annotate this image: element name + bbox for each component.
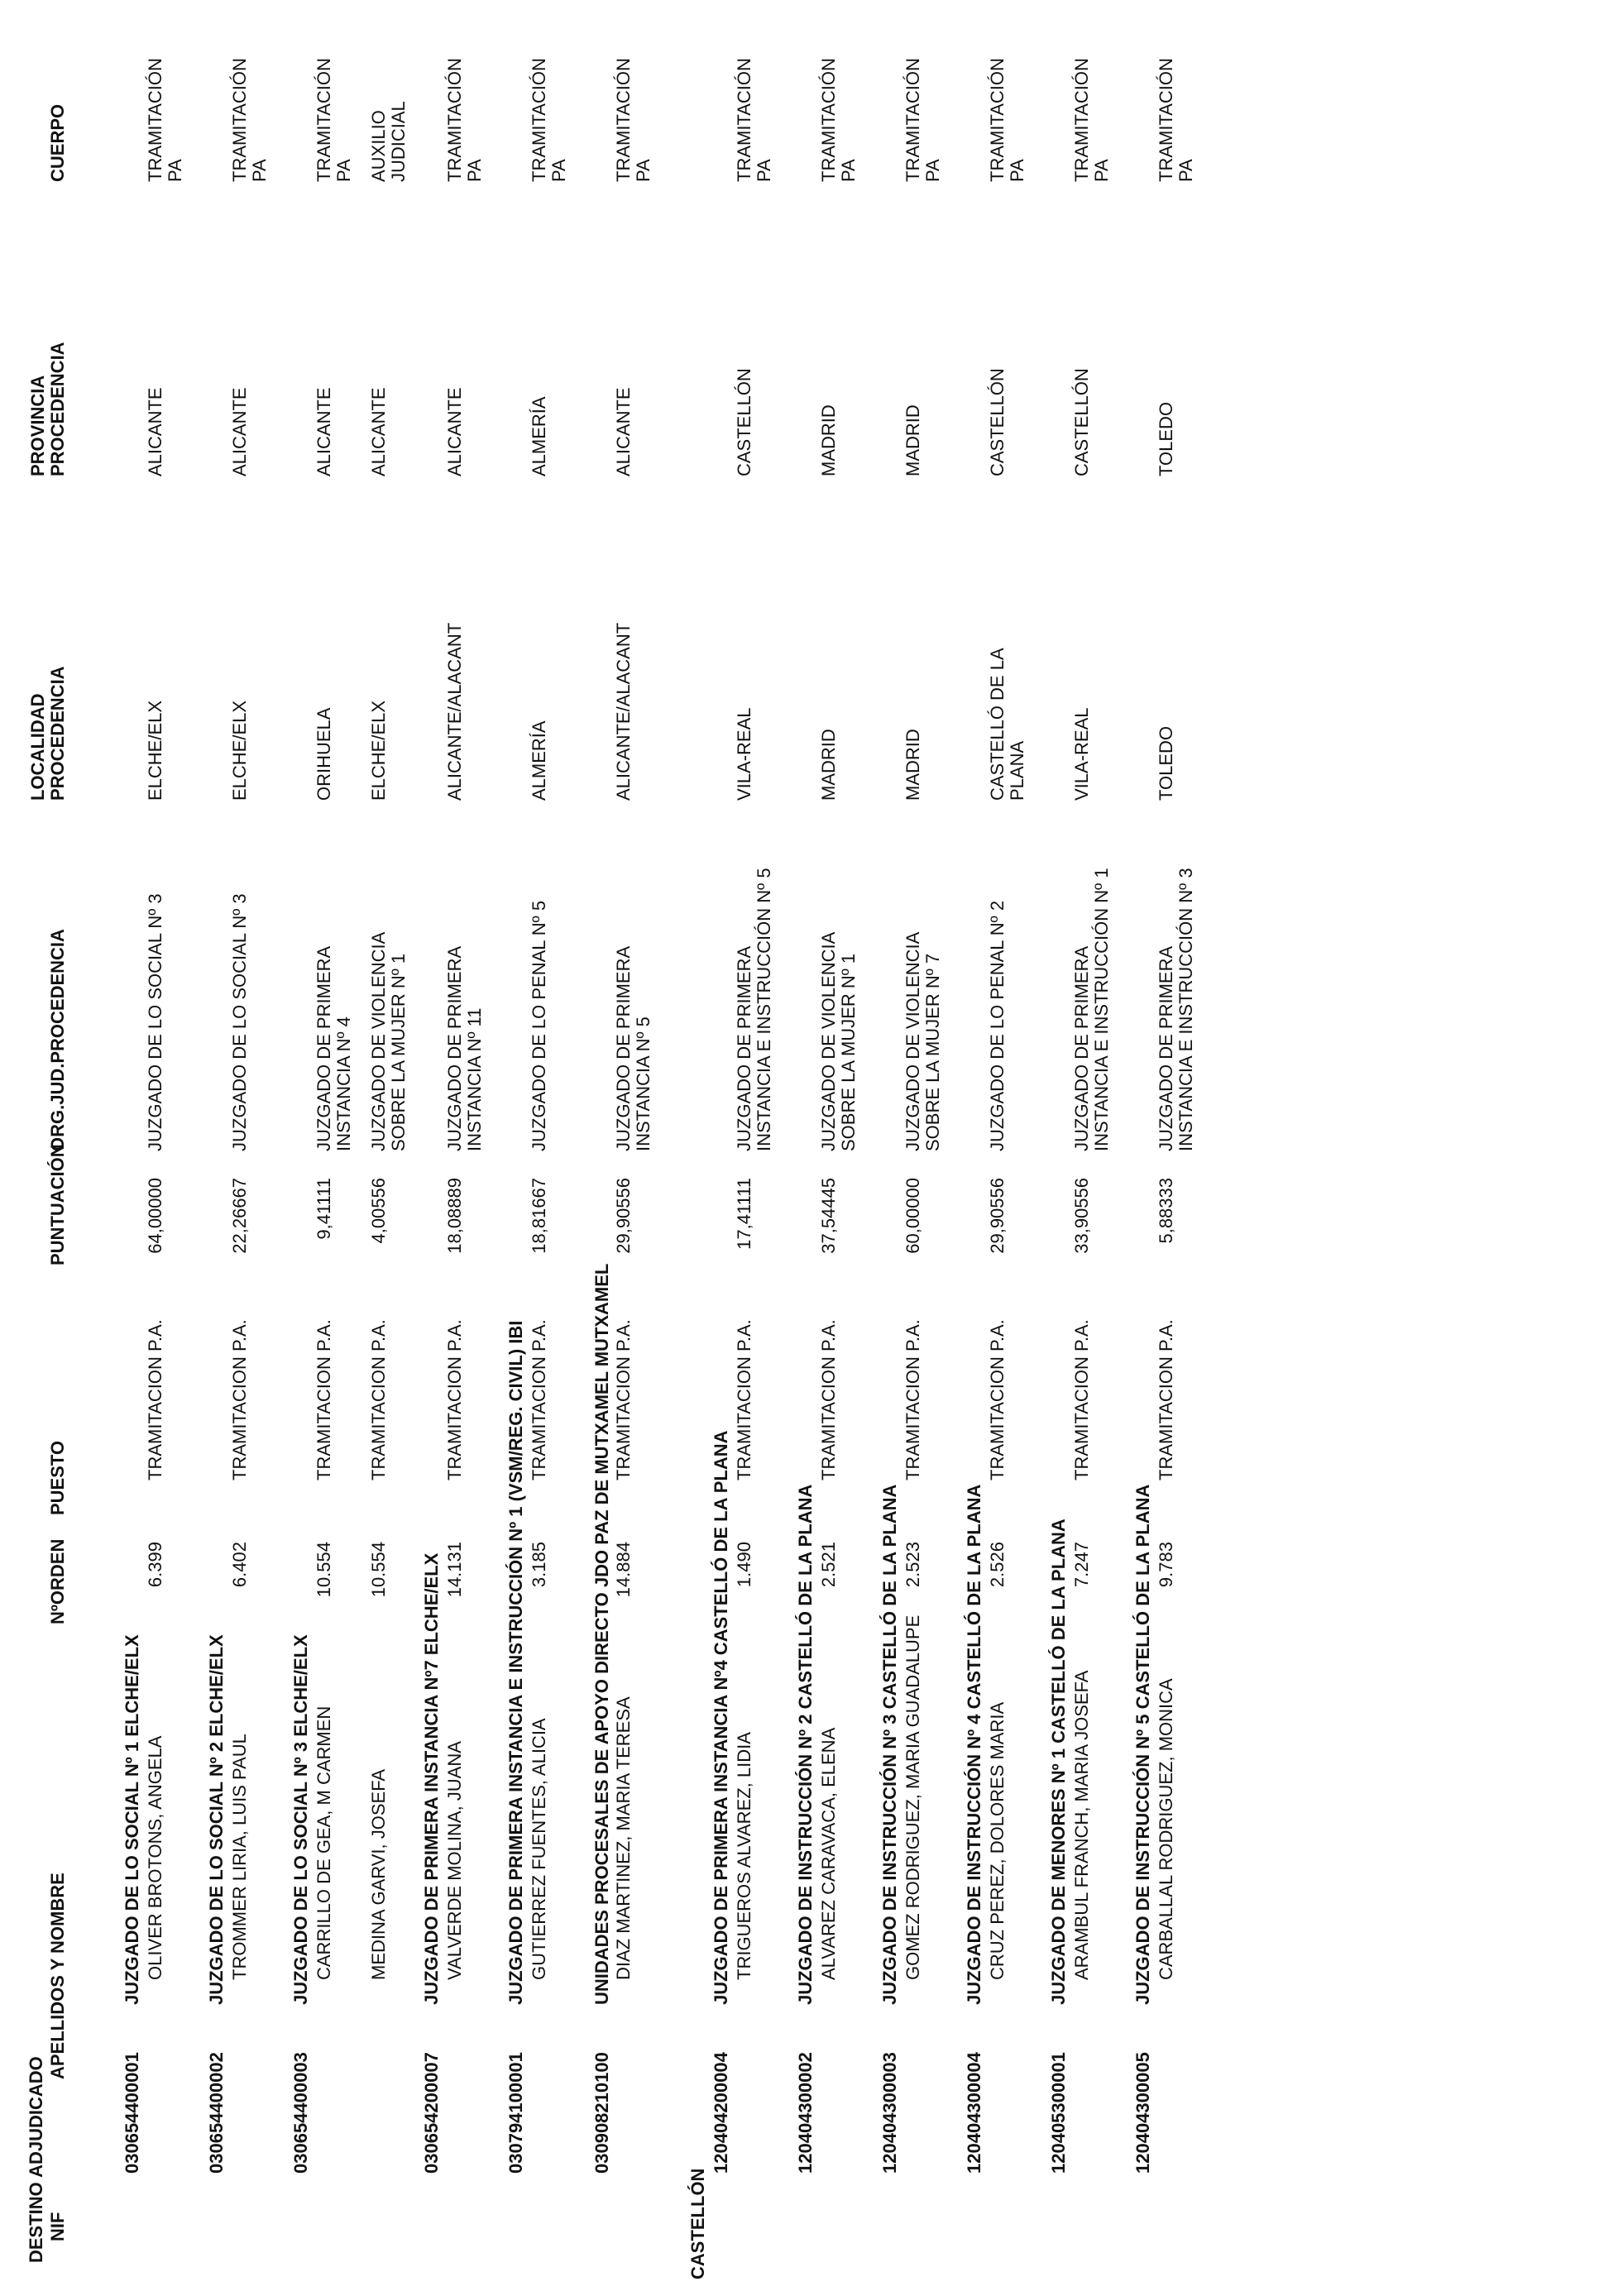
column-header-nif: NIF xyxy=(47,2212,68,2241)
cuerpo-line: TRAMITACIÓN xyxy=(314,58,334,182)
group-nif: 120404300003 xyxy=(879,2052,900,2174)
group-title: JUZGADO DE LO SOCIAL Nº 3 ELCHE/ELX xyxy=(290,1634,311,2005)
puntuacion-value: 37,54445 xyxy=(818,1178,839,1254)
provincia-value: ALICANTE xyxy=(229,387,250,476)
group-title: JUZGADO DE INSTRUCCIÓN Nº 4 CASTELLÓ DE LA PLANA xyxy=(964,1484,984,2005)
applicant-name: CARBALLAL RODRIGUEZ, MONICA xyxy=(1156,1678,1176,1980)
group-nif: 030794100001 xyxy=(505,2052,526,2174)
orden-value: 14.884 xyxy=(613,1542,634,1598)
orden-value: 2.526 xyxy=(987,1542,1008,1588)
localidad-line: MADRID xyxy=(902,729,923,801)
localidad-line: PLANA xyxy=(1007,740,1027,801)
puesto-value: TRAMITACION P.A. xyxy=(902,1319,923,1480)
puesto-value: TRAMITACION P.A. xyxy=(229,1319,250,1480)
destino-adjudicado-heading: DESTINO ADJUDICADO xyxy=(26,2056,46,2263)
province-heading: CASTELLÓN xyxy=(687,2168,708,2279)
provincia-value: TOLEDO xyxy=(1156,401,1176,476)
group-nif: 120404300005 xyxy=(1132,2052,1153,2174)
cuerpo-line: JUDICIAL xyxy=(388,101,409,182)
orden-value: 10.554 xyxy=(314,1542,334,1598)
puesto-value: TRAMITACION P.A. xyxy=(987,1319,1008,1480)
puntuacion-value: 9,41111 xyxy=(314,1178,334,1240)
orden-value: 6.399 xyxy=(145,1542,165,1588)
puesto-value: TRAMITACION P.A. xyxy=(1071,1319,1092,1480)
column-header-cuerpo: CUERPO xyxy=(47,103,68,182)
cuerpo-line: TRAMITACIÓN xyxy=(818,58,839,182)
org-procedencia-line: INSTANCIA E INSTRUCCIÓN Nº 5 xyxy=(754,868,774,1151)
cuerpo-line: TRAMITACIÓN xyxy=(1071,58,1092,182)
org-procedencia-line: JUZGADO DE PRIMERA xyxy=(1071,945,1092,1151)
orden-value: 14.131 xyxy=(444,1542,465,1598)
puesto-value: TRAMITACION P.A. xyxy=(818,1319,839,1480)
provincia-value: ALICANTE xyxy=(368,387,389,476)
cuerpo-line: PA xyxy=(548,159,569,182)
provincia-value: CASTELLÓN xyxy=(987,368,1008,476)
applicant-name: TRIGUEROS ALVAREZ, LIDIA xyxy=(734,1732,754,1980)
applicant-name: CRUZ PEREZ, DOLORES MARIA xyxy=(987,1701,1008,1980)
orden-value: 2.523 xyxy=(902,1542,923,1588)
provincia-value: ALICANTE xyxy=(145,387,165,476)
cuerpo-line: PA xyxy=(249,159,270,182)
puesto-value: TRAMITACION P.A. xyxy=(145,1319,165,1480)
provincia-value: CASTELLÓN xyxy=(1071,368,1092,476)
org-procedencia-line: JUZGADO DE VIOLENCIA xyxy=(902,931,923,1151)
group-title: JUZGADO DE MENORES Nº 1 CASTELLÓ DE LA PLANA xyxy=(1048,1519,1069,2005)
provincia-value: ALICANTE xyxy=(444,387,465,476)
column-header-apellidos: APELLIDOS Y NOMBRE xyxy=(47,1873,68,2079)
group-title: JUZGADO DE PRIMERA INSTANCIA E INSTRUCCIÓN Nº 1 (VSM/REG. CIVIL) IBI xyxy=(505,1320,526,2005)
cuerpo-line: PA xyxy=(922,159,943,182)
org-procedencia-line: JUZGADO DE PRIMERA xyxy=(613,945,634,1151)
applicant-name: TROMMER LIRIA, LUIS PAUL xyxy=(229,1734,250,1980)
org-procedencia-line: SOBRE LA MUJER Nº 1 xyxy=(838,953,859,1151)
orden-value: 2.521 xyxy=(818,1542,839,1588)
group-title: JUZGADO DE PRIMERA INSTANCIA Nº4 CASTELLÓ DE LA PLANA xyxy=(711,1430,731,2005)
group-nif: 120404300004 xyxy=(964,2052,984,2174)
group-title: JUZGADO DE LO SOCIAL Nº 1 ELCHE/ELX xyxy=(122,1634,142,2005)
applicant-name: GOMEZ RODRIGUEZ, MARIA GUADALUPE xyxy=(902,1614,923,1980)
cuerpo-line: PA xyxy=(1175,159,1196,182)
org-procedencia-line: INSTANCIA Nº 4 xyxy=(333,1016,354,1151)
cuerpo-line: PA xyxy=(464,159,485,182)
orden-value: 10.554 xyxy=(368,1542,389,1598)
group-title: JUZGADO DE INSTRUCCIÓN Nº 5 CASTELLÓ DE LA PLANA xyxy=(1132,1484,1153,2005)
org-procedencia-line: JUZGADO DE PRIMERA xyxy=(314,945,334,1151)
org-procedencia-line: JUZGADO DE VIOLENCIA xyxy=(818,931,839,1151)
localidad-line: ELCHE/ELX xyxy=(145,700,165,801)
group-nif: 120404200004 xyxy=(711,2052,731,2174)
puntuacion-value: 29,90556 xyxy=(613,1178,634,1254)
group-title: JUZGADO DE INSTRUCCIÓN Nº 3 CASTELLÓ DE LA PLANA xyxy=(879,1484,900,2005)
group-title: JUZGADO DE PRIMERA INSTANCIA Nº7 ELCHE/ELX xyxy=(421,1552,442,2005)
org-procedencia-line: INSTANCIA E INSTRUCCIÓN Nº 3 xyxy=(1175,868,1196,1151)
puesto-value: TRAMITACION P.A. xyxy=(368,1319,389,1480)
localidad-line: VILA-REAL xyxy=(734,707,754,801)
org-procedencia-line: INSTANCIA Nº 11 xyxy=(464,1007,485,1151)
orden-value: 6.402 xyxy=(229,1542,250,1588)
column-header-puesto: PUESTO xyxy=(47,1440,68,1515)
localidad-line: TOLEDO xyxy=(1156,725,1176,801)
applicant-name: GUTIERREZ FUENTES, ALICIA xyxy=(529,1718,549,1980)
puesto-value: TRAMITACION P.A. xyxy=(1156,1319,1176,1480)
cuerpo-line: PA xyxy=(333,159,354,182)
cuerpo-line: TRAMITACIÓN xyxy=(613,58,634,182)
org-procedencia-line: JUZGADO DE PRIMERA xyxy=(734,945,754,1151)
orden-value: 9.783 xyxy=(1156,1542,1176,1588)
puesto-value: TRAMITACION P.A. xyxy=(314,1319,334,1480)
org-procedencia-line: INSTANCIA Nº 5 xyxy=(633,1016,654,1151)
localidad-line: ELCHE/ELX xyxy=(368,700,389,801)
org-procedencia-line: JUZGADO DE PRIMERA xyxy=(444,945,465,1151)
cuerpo-line: TRAMITACIÓN xyxy=(734,58,754,182)
orden-value: 1.490 xyxy=(734,1542,754,1588)
puesto-value: TRAMITACION P.A. xyxy=(613,1319,634,1480)
column-header-localidad-2: PROCEDENCIA xyxy=(47,666,68,801)
applicant-name: CARRILLO DE GEA, M CARMEN xyxy=(314,1705,334,1980)
org-procedencia-line: JUZGADO DE PRIMERA xyxy=(1156,945,1176,1151)
applicant-name: ARAMBUL FRANCH, MARIA JOSEFA xyxy=(1071,1670,1092,1980)
org-procedencia-line: JUZGADO DE LO PENAL Nº 5 xyxy=(529,900,549,1151)
applicant-name: OLIVER BROTONS, ANGELA xyxy=(145,1735,165,1980)
group-title: UNIDADES PROCESALES DE APOYO DIRECTO JDO PAZ DE MUTXAMEL MUTXAMEL xyxy=(591,1263,612,2005)
puntuacion-value: 18,81667 xyxy=(529,1178,549,1254)
cuerpo-line: PA xyxy=(838,159,859,182)
localidad-line: VILA-REAL xyxy=(1071,707,1092,801)
localidad-line: ALICANTE/ALACANT xyxy=(613,622,634,801)
org-procedencia-line: SOBRE LA MUJER Nº 7 xyxy=(922,953,943,1151)
org-procedencia-line: JUZGADO DE LO SOCIAL Nº 3 xyxy=(145,893,165,1151)
localidad-line: CASTELLÓ DE LA xyxy=(987,648,1008,801)
group-nif: 120404300002 xyxy=(795,2052,816,2174)
group-nif: 030908210100 xyxy=(591,2052,612,2174)
provincia-value: CASTELLÓN xyxy=(734,368,754,476)
puntuacion-value: 33,90556 xyxy=(1071,1178,1092,1254)
localidad-line: ORIHUELA xyxy=(314,707,334,801)
applicant-name: MEDINA GARVI, JOSEFA xyxy=(368,1768,389,1980)
org-procedencia-line: SOBRE LA MUJER Nº 1 xyxy=(388,953,409,1151)
puesto-value: TRAMITACION P.A. xyxy=(529,1319,549,1480)
provincia-value: ALICANTE xyxy=(314,387,334,476)
applicant-name: ALVAREZ CARAVACA, ELENA xyxy=(818,1727,839,1980)
orden-value: 3.185 xyxy=(529,1542,549,1588)
cuerpo-line: TRAMITACIÓN xyxy=(902,58,923,182)
cuerpo-line: AUXILIO xyxy=(368,110,389,182)
applicant-name: DIAZ MARTINEZ, MARIA TERESA xyxy=(613,1696,634,1980)
puntuacion-value: 18,08889 xyxy=(444,1178,465,1254)
cuerpo-line: PA xyxy=(1007,159,1027,182)
cuerpo-line: PA xyxy=(754,159,774,182)
column-header-puntuacion: PUNTUACIÓN xyxy=(47,1144,68,1265)
puntuacion-value: 17,41111 xyxy=(734,1178,754,1250)
applicant-name: VALVERDE MOLINA, JUANA xyxy=(444,1741,465,1980)
cuerpo-line: PA xyxy=(165,159,185,182)
puntuacion-value: 29,90556 xyxy=(987,1178,1008,1254)
column-header-norden: NºORDEN xyxy=(47,1538,68,1624)
group-nif: 120405300001 xyxy=(1048,2052,1069,2174)
orden-value: 7.247 xyxy=(1071,1542,1092,1588)
column-header-provincia-1: PROVINCIA xyxy=(27,375,48,476)
cuerpo-line: TRAMITACIÓN xyxy=(529,58,549,182)
localidad-line: MADRID xyxy=(818,729,839,801)
cuerpo-line: TRAMITACIÓN xyxy=(444,58,465,182)
provincia-value: MADRID xyxy=(818,404,839,476)
column-header-provincia-2: PROCEDENCIA xyxy=(47,342,68,476)
group-title: JUZGADO DE LO SOCIAL Nº 2 ELCHE/ELX xyxy=(206,1634,227,2005)
puntuacion-value: 4,00556 xyxy=(368,1178,389,1244)
group-nif: 030654400001 xyxy=(122,2052,142,2174)
column-header-localidad-1: LOCALIDAD xyxy=(27,693,48,801)
puntuacion-value: 5,88333 xyxy=(1156,1178,1176,1244)
group-title: JUZGADO DE INSTRUCCIÓN Nº 2 CASTELLÓ DE LA PLANA xyxy=(795,1484,816,2005)
group-nif: 030654400003 xyxy=(290,2052,311,2174)
group-nif: 030654200007 xyxy=(421,2052,442,2174)
provincia-value: ALICANTE xyxy=(613,387,634,476)
puntuacion-value: 22,26667 xyxy=(229,1178,250,1254)
column-header-org: ORG.JUD.PROCEDENCIA xyxy=(47,929,68,1151)
cuerpo-line: TRAMITACIÓN xyxy=(229,58,250,182)
org-procedencia-line: INSTANCIA E INSTRUCCIÓN Nº 1 xyxy=(1091,868,1112,1151)
org-procedencia-line: JUZGADO DE VIOLENCIA xyxy=(368,931,389,1151)
puntuacion-value: 64,00000 xyxy=(145,1178,165,1254)
org-procedencia-line: JUZGADO DE LO SOCIAL Nº 3 xyxy=(229,893,250,1151)
puntuacion-value: 60,00000 xyxy=(902,1178,923,1254)
puesto-value: TRAMITACION P.A. xyxy=(444,1319,465,1480)
cuerpo-line: TRAMITACIÓN xyxy=(1156,58,1176,182)
provincia-value: ALMERÍA xyxy=(529,396,549,476)
cuerpo-line: TRAMITACIÓN xyxy=(145,58,165,182)
localidad-line: ALMERÍA xyxy=(529,720,549,801)
group-nif: 030654400002 xyxy=(206,2052,227,2174)
org-procedencia-line: JUZGADO DE LO PENAL Nº 2 xyxy=(987,900,1008,1151)
localidad-line: ALICANTE/ALACANT xyxy=(444,622,465,801)
cuerpo-line: PA xyxy=(633,159,654,182)
cuerpo-line: PA xyxy=(1091,159,1112,182)
provincia-value: MADRID xyxy=(902,404,923,476)
puesto-value: TRAMITACION P.A. xyxy=(734,1319,754,1480)
localidad-line: ELCHE/ELX xyxy=(229,700,250,801)
cuerpo-line: TRAMITACIÓN xyxy=(987,58,1008,182)
